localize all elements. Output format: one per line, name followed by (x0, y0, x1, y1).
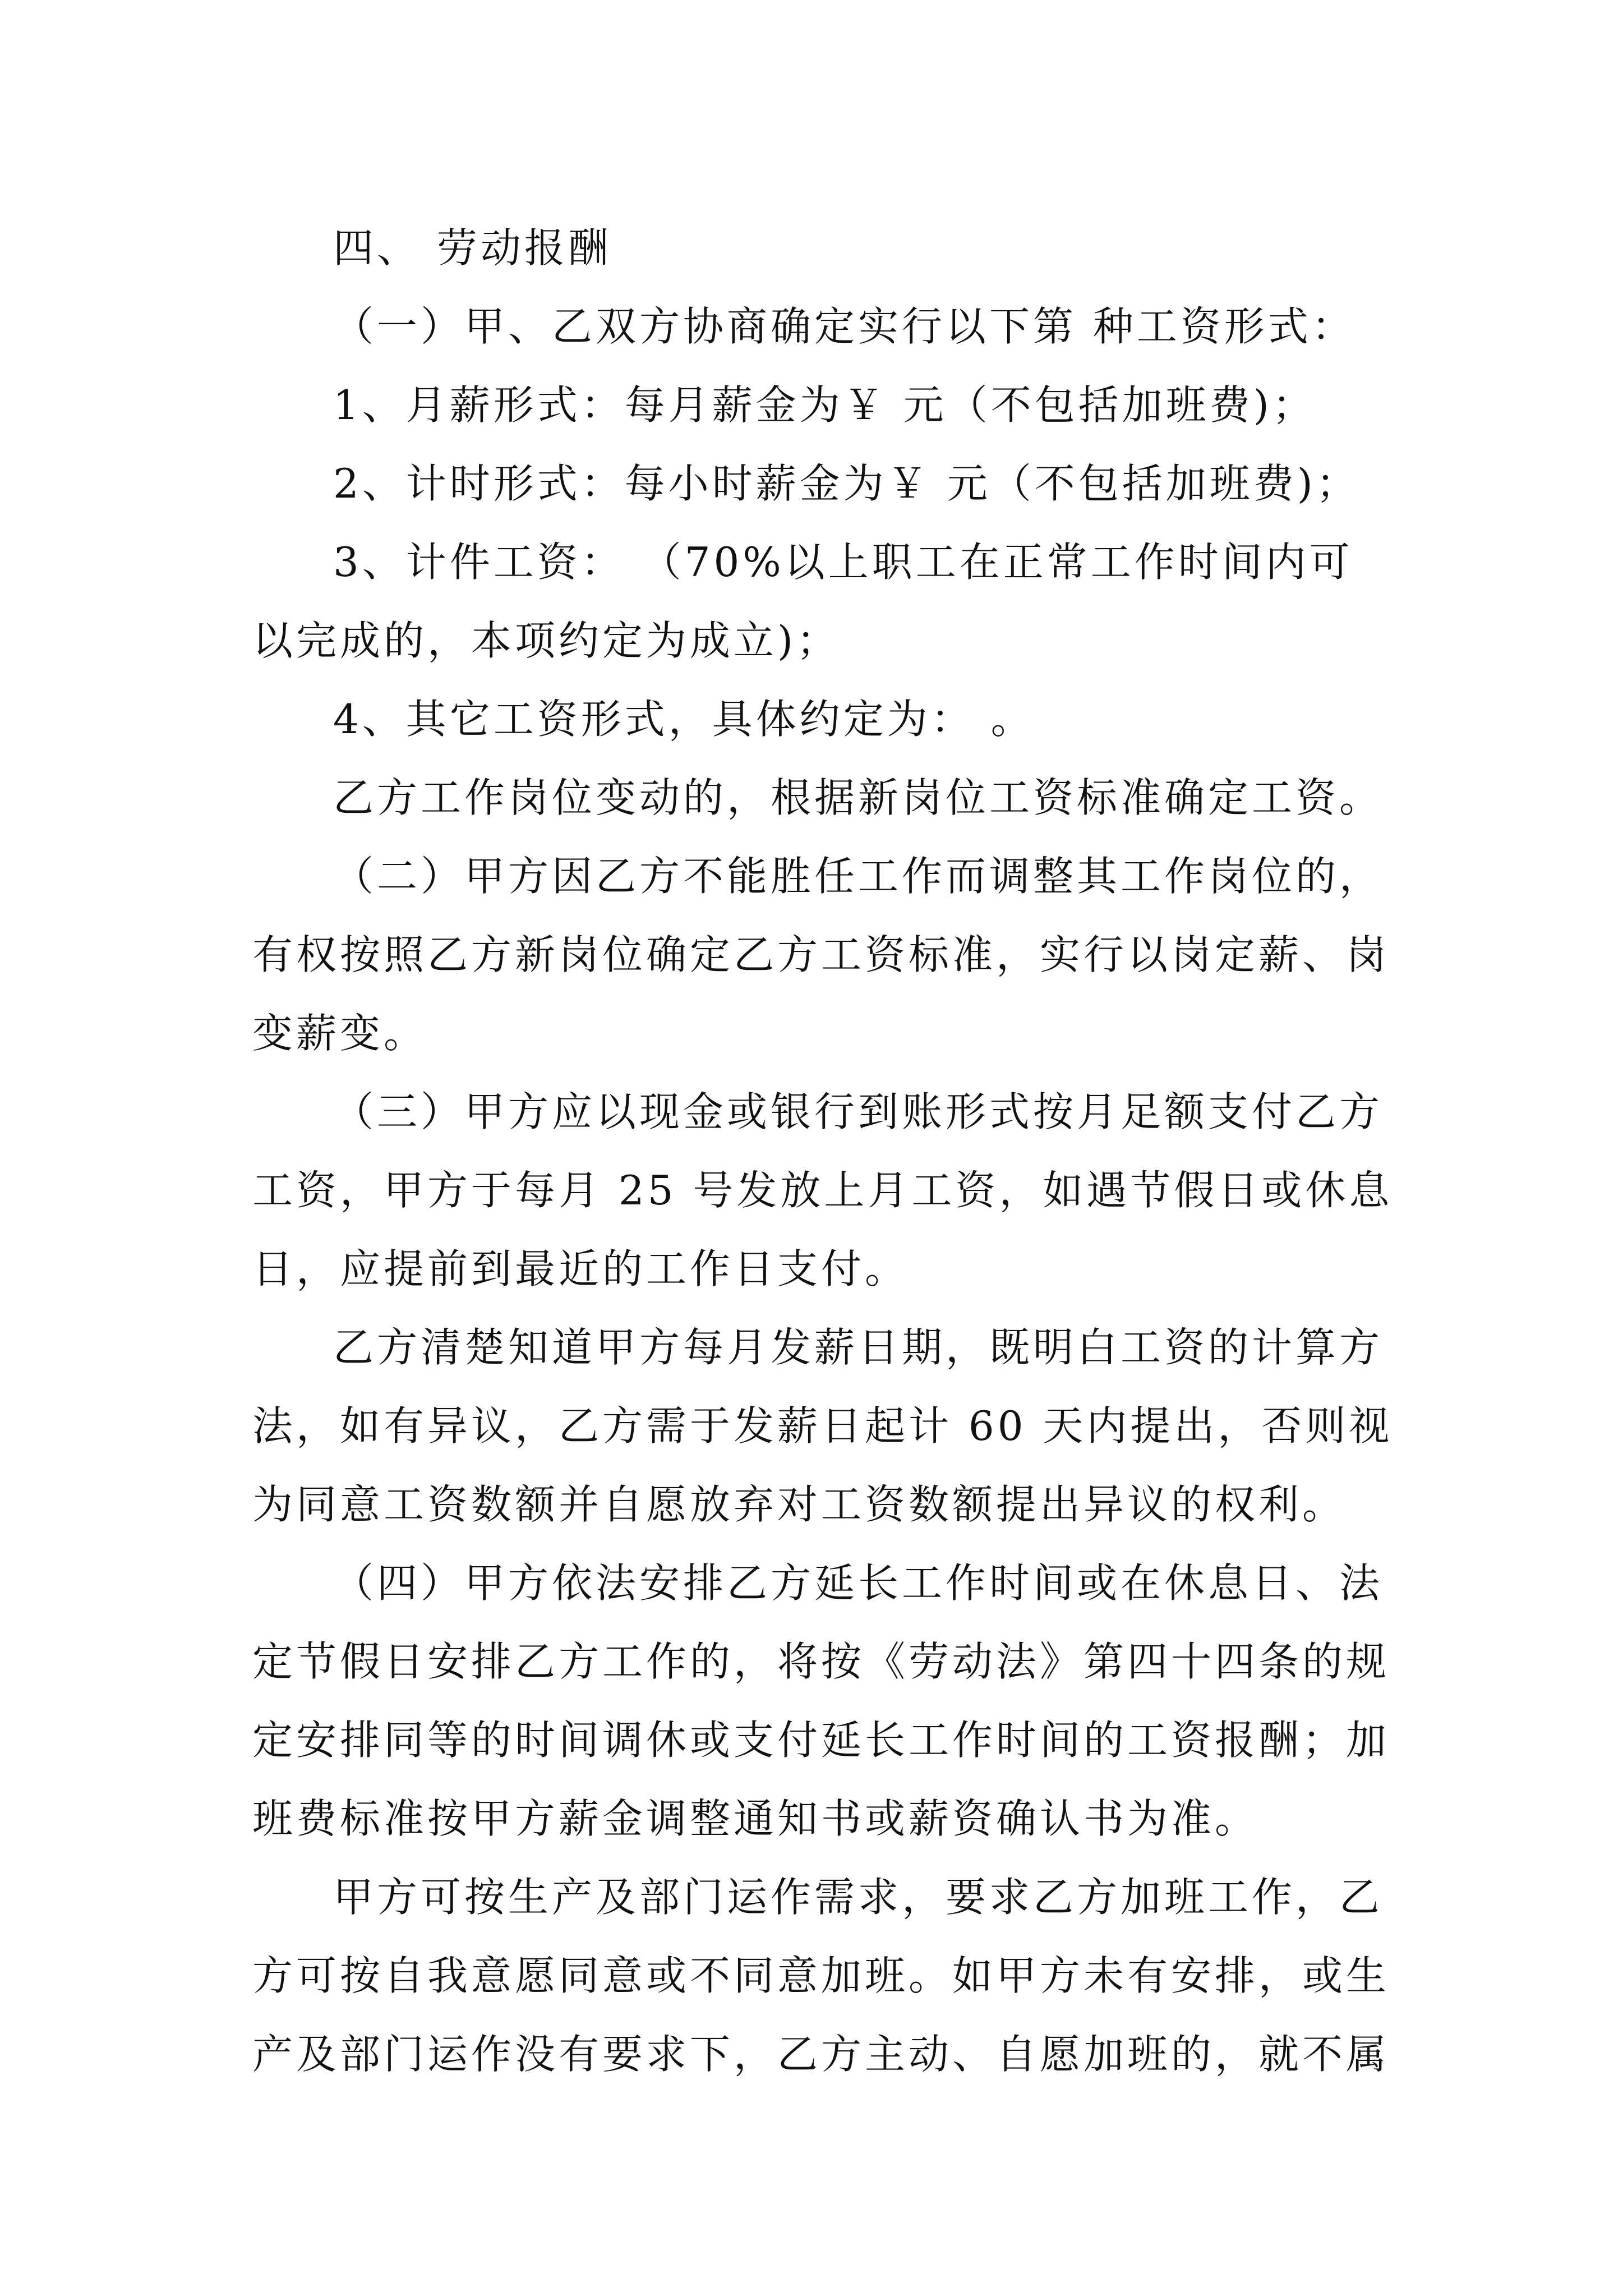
paragraph: 乙方清楚知道甲方每月发薪日期，既明白工资的计算方法，如有异议，乙方需于发薪日起计 60 天内提出，否则视为同意工资数额并自愿放弃对工资数额提出异议的权利。 (252, 1324, 1393, 1528)
paragraph: 乙方工作岗位变动的，根据新岗位工资标准确定工资。 (333, 774, 1384, 821)
paragraph: 3、计件工资： （70%以上职工在正常工作时间内可以完成的，本项约定为成立)； (252, 539, 1353, 664)
paragraph: 4、其它工资形式，具体约定为： 。 (333, 696, 1035, 743)
paragraph: （四）甲方依法安排乙方延长工作时间或在休息日、法定节假日安排乙方工作的，将按《劳动法》第四十四条的规定安排同等的时间调休或支付延长工作时间的工资报酬；加班费标准按甲方薪金调整通知书或薪资确认书为准。 (252, 1559, 1390, 1842)
paragraph: （三）甲方应以现金或银行到账形式按月足额支付乙方工资，甲方于每月 25 号发放上月工资，如遇节假日或休息日，应提前到最近的工作日支付。 (252, 1088, 1393, 1292)
paragraph: 1、月薪形式：每月薪金为￥ 元（不包括加班费)； (333, 381, 1316, 429)
document-body (252, 209, 1396, 2093)
paragraph: 甲方可按生产及部门运作需求，要求乙方加班工作，乙方可按自我意愿同意或不同意加班。如甲方未有安排，或生产及部门运作没有要求下，乙方主动、自愿加班的，就不属 (252, 1874, 1390, 2078)
paragraph: （一）甲、乙双方协商确定实行以下第 种工资形式： (333, 303, 1355, 350)
paragraph: 2、计时形式：每小时薪金为￥ 元（不包括加班费)； (333, 460, 1360, 507)
paragraph: （二）甲方因乙方不能胜任工作而调整其工作岗位的，有权按照乙方新岗位确定乙方工资标准，实行以岗定薪、岗变薪变。 (252, 853, 1390, 1057)
section-heading: 四、 劳动报酬 (333, 224, 612, 272)
